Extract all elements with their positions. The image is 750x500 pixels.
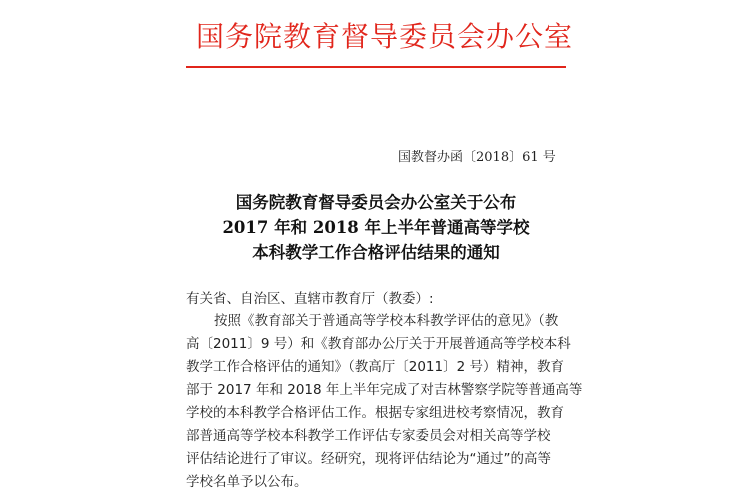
body-line: 教学工作合格评估的通知》（教高厅〔2011〕2 号）精神，教育 xyxy=(186,359,564,375)
body-line: 高〔2011〕9 号）和《教育部办公厅关于开展普通高等学校本科 xyxy=(186,336,571,352)
body-line: 学校的本科教学合格评估工作。根据专家组进校考察情况，教育 xyxy=(186,405,564,421)
document-title-line-1: 国务院教育督导委员会办公室关于公布 xyxy=(235,193,517,212)
body-paragraph xyxy=(186,310,583,494)
body-line: 评估结论进行了审议。经研究，现将评估结论为“通过”的高等 xyxy=(186,451,551,467)
body-line: 部普通高等学校本科教学工作评估专家委员会对相关高等学校 xyxy=(186,428,551,444)
body-line: 按照《教育部关于普通高等学校本科教学评估的意见》（教 xyxy=(214,313,559,329)
letterhead-red-rule xyxy=(186,66,566,68)
reference-number: 国教督办函〔2018〕61 号 xyxy=(398,150,556,165)
document-title xyxy=(186,190,566,265)
document-title-line-3: 本科教学工作合格评估结果的通知 xyxy=(252,243,500,262)
salutation: 有关省、自治区、直辖市教育厅（教委）: xyxy=(186,291,434,307)
document-title-line-2: 2017 年和 2018 年上半年普通高等学校 xyxy=(222,218,530,237)
letterhead-title: 国务院教育督导委员会办公室 xyxy=(196,20,574,53)
body-line: 部于 2017 年和 2018 年上半年完成了对吉林警察学院等普通高等 xyxy=(186,382,583,398)
body-line: 学校名单予以公布。 xyxy=(186,474,308,490)
